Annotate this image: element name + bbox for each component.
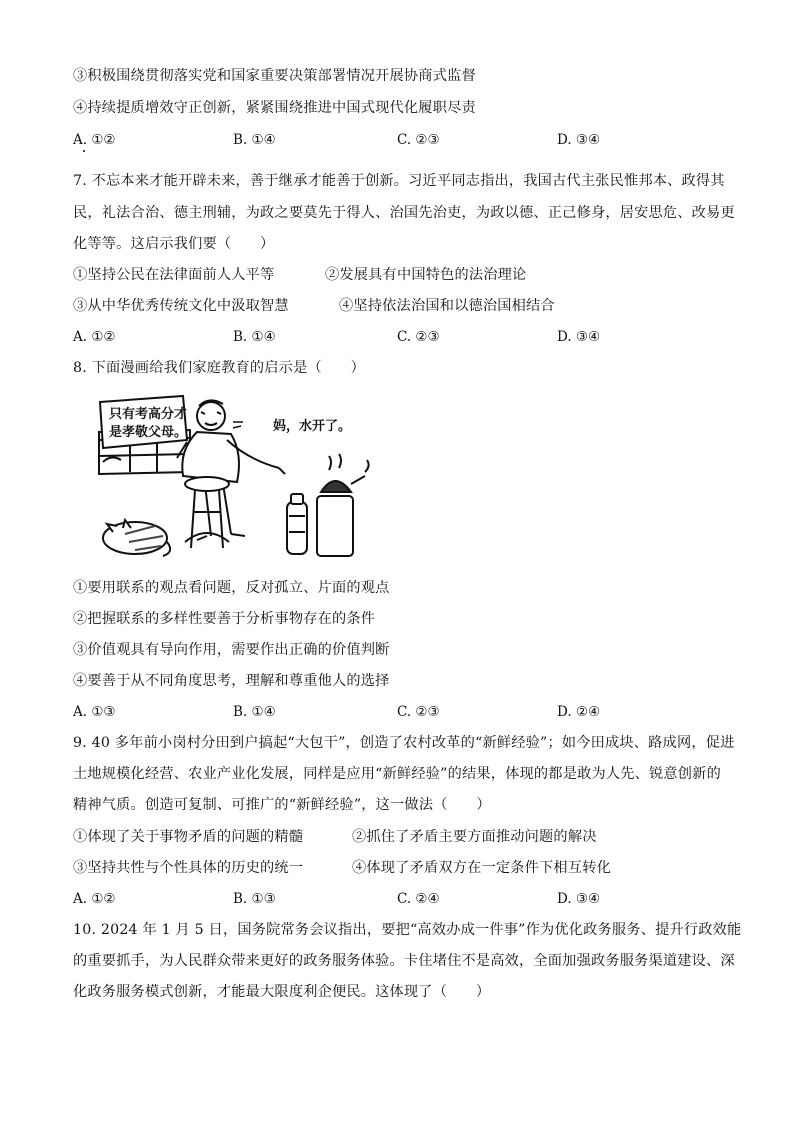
- q7-item-3: ③从中华优秀传统文化中汲取智慧: [73, 298, 289, 314]
- q7-item-2: ②发展具有中国特色的法治理论: [325, 267, 527, 283]
- q7-option-a: A. ①②: [73, 329, 116, 345]
- q9-item-4: ④体现了矛盾双方在一定条件下相互转化: [352, 860, 611, 876]
- q9-stem-line-1: 9. 40 多年前小岗村分田到户搞起“大包干”，创造了农村改革的“新鲜经验”；如今田成块、路成网，促进: [73, 735, 735, 751]
- prev-option-c: C. ②③: [397, 132, 440, 148]
- thermos-drawing: [287, 494, 307, 554]
- q7-stem-line-3: 化等等。这启示我们要（ ）: [73, 236, 275, 252]
- q9-item-1: ①体现了关于事物矛盾的问题的精髓: [73, 829, 304, 845]
- prev-item-4: ④持续提质增效守正创新，紧紧围绕推进中国式现代化履职尽责: [73, 100, 476, 116]
- q9-stem-line-3: 精神气质。创造可复制、可推广的“新鲜经验”，这一做法（ ）: [73, 797, 491, 813]
- q7-option-b: B. ①④: [233, 329, 276, 345]
- q7-item-1: ①坚持公民在法律面前人人平等: [73, 267, 275, 283]
- q8-option-d: D. ②④: [557, 704, 601, 720]
- family-education-cartoon: [95, 392, 385, 564]
- q9-option-b: B. ①③: [233, 891, 276, 907]
- kettle-stove-drawing: [317, 454, 369, 556]
- q7-option-c: C. ②③: [397, 329, 440, 345]
- q8-item-2: ②把握联系的多样性要善于分析事物存在的条件: [73, 611, 376, 627]
- q8-item-4: ④要善于从不同角度思考，理解和尊重他人的选择: [73, 673, 390, 689]
- q9-item-2: ②抓住了矛盾主要方面推动问题的解决: [352, 829, 597, 845]
- prev-option-d: D. ③④: [557, 132, 601, 148]
- q9-stem-line-2: 土地规模化经营、农业产业化发展，同样是应用“新鲜经验”的结果，体现的都是敢为人先、锐意创新的: [73, 766, 721, 782]
- q8-option-c: C. ②③: [397, 704, 440, 720]
- q9-option-c: C. ②④: [397, 891, 440, 907]
- q7-stem-line-1: 7. 不忘本来才能开辟未来，善于继承才能善于创新。习近平同志指出，我国古代主张民惟邦本、政得其: [73, 173, 725, 189]
- q8-option-b: B. ①④: [233, 704, 276, 720]
- q9-item-3: ③坚持共性与个性具体的历史的统一: [73, 860, 304, 876]
- cat-drawing: [103, 520, 170, 556]
- q7-option-d: D. ③④: [557, 329, 601, 345]
- stool-drawing: [185, 477, 229, 548]
- q10-stem-line-1: 10. 2024 年 1 月 5 日，国务院常务会议指出，要把“高效办成一件事”作为优化政务服务、提升行政效能: [73, 922, 742, 938]
- prev-item-3: ③积极围绕贯彻落实党和国家重要决策部署情况开展协商式监督: [73, 68, 476, 84]
- q8-option-a: A. ①③: [73, 704, 116, 720]
- q10-stem-line-3: 化政务服务模式创新，才能最大限度利企便民。这体现了（ ）: [73, 984, 491, 1000]
- q8-stem: 8. 下面漫画给我们家庭教育的启示是（ ）: [73, 360, 366, 376]
- q9-option-a: A. ①②: [73, 891, 116, 907]
- q8-item-3: ③价值观具有导向作用，需要作出正确的价值判断: [73, 642, 390, 658]
- sign-board-drawing: [100, 396, 187, 448]
- q7-item-4: ④坚持依法治国和以德治国相结合: [339, 298, 555, 314]
- speech-drawing: [233, 418, 351, 434]
- q8-item-1: ①要用联系的观点看问题，反对孤立、片面的观点: [73, 580, 390, 596]
- q9-option-d: D. ③④: [557, 891, 601, 907]
- speech-text: 妈，水开了。: [273, 419, 352, 434]
- prev-option-a: A. ①②: [73, 132, 116, 148]
- q10-stem-line-2: 的重要抓手，为人民群众带来更好的政务服务体验。卡住堵住不是高效，全面加强政务服务渠道建设、深: [73, 953, 735, 969]
- q7-stem-line-2: 民，礼法合治、德主刑辅，为政之要莫先于得人、治国先治吏，为政以德、正己修身，居安思危、改易更: [73, 205, 735, 221]
- sign-text-line-1: 只有考高分才: [109, 407, 188, 422]
- sign-text-line-2: 是孝敬父母。: [109, 425, 188, 440]
- scan-dot: [83, 150, 85, 152]
- prev-option-b: B. ①④: [233, 132, 276, 148]
